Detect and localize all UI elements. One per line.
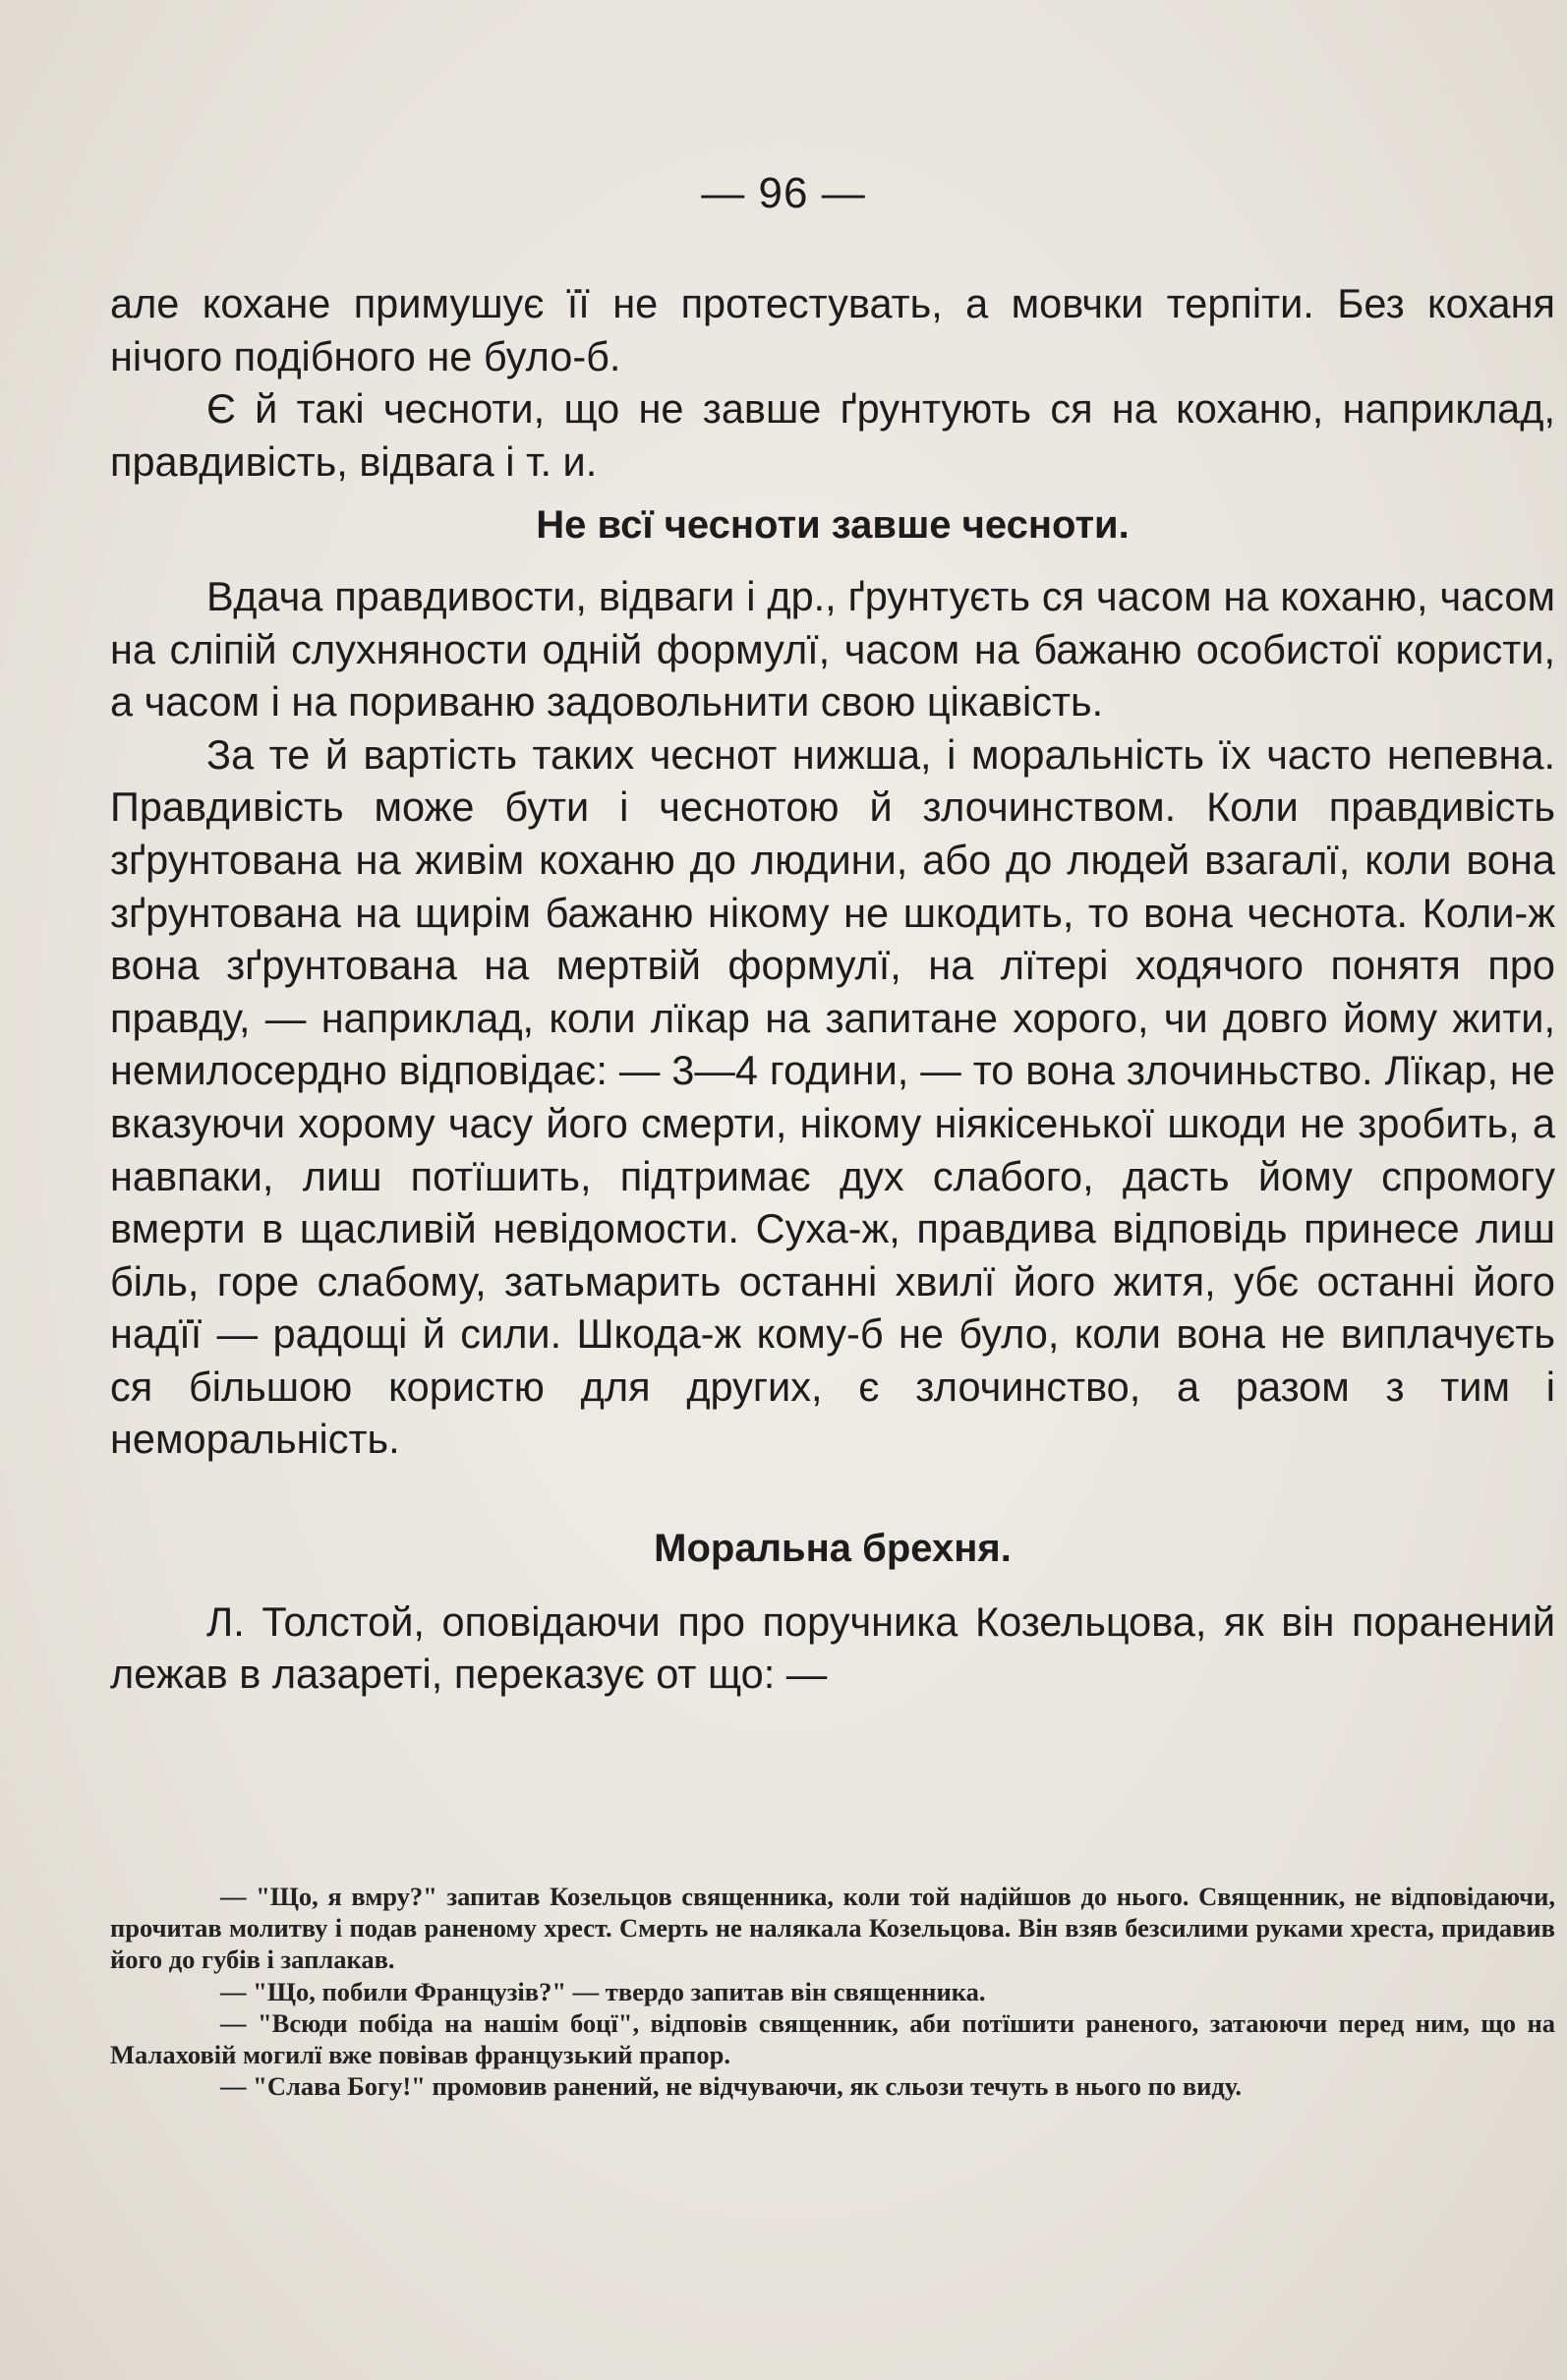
quote-paragraph: — "Що, я вмру?" запитав Козельцов священника, коли той надійшов до нього. Священник, не відповідаючи, прочитав молитву і подав раненому хрест. Смерть не налякала Козельцова. Він взяв безсилими руками хреста, придавив його до губів і заплакав. xyxy=(110,1882,1555,1975)
paragraph: Є й такі чесноти, що не завше ґрунтують ся на коханю, наприклад, правдивість, відвага і т. и. xyxy=(110,385,1555,485)
paragraph: Л. Толстой, оповідаючи про поручника Козельцова, як він поранений лежав в лазареті, переказує от що: — xyxy=(110,1597,1555,1698)
paragraph: За те й вартість таких чеснот нижша, і моральність їх часто непевна. Правдивість може бути і чеснотою й злочинством. Коли правдивість зґрунтована на живім коханю до людини, або до людей взагалї, коли вона зґрунтована на щирім бажаню нікому не шкодить, то вона чеснота. Коли-ж вона зґрунтована на мертвій формулї, на лїтері ходячого понятя про правду, — наприклад, коли лїкар на запитане хорого, чи довго йому жити, немилосердно відповідає: — 3—4 години, — то вона злочиньство. Лїкар, не вказуючи хорому часу його смерти, нікому ніякісенької шкоди не зробить, а навпаки, лиш потїшить, підтримає дух слабого, дасть йому спромогу вмерти в щасливій невідомости. Суха-ж, правдива відповідь принесе лиш біль, горе слабому, затьмарить останні хвилї його житя, убє останні його надїї — радощі й сили. Шкода-ж кому-б не було, коли вона не виплачуєть ся більшою користю для других, є злочинство, а разом з тим і неморальність. xyxy=(110,730,1555,1463)
quoted-passage xyxy=(110,1881,1555,2102)
section-heading-moral-lie: Моральна брехня. xyxy=(654,1527,1012,1571)
main-text xyxy=(110,277,1555,1701)
page-number: — 96 — xyxy=(701,169,866,217)
quote-paragraph: — "Слава Богу!" промовив ранений, не відчуваючи, як сльози течуть в нього по виду. xyxy=(220,2071,1243,2102)
quote-paragraph: — "Що, побили Французів?" — твердо запитав він священника. xyxy=(220,1976,986,2006)
paragraph: Вдача правдивости, відваги і др., ґрунтуєть ся часом на коханю, часом на сліпій слухняности одній формулї, часом на бажаню особистої користи, а часом і на пориваню задовольнити свою цікавість. xyxy=(110,572,1555,726)
paragraph-continuation: але кохане примушує її не протестувать, а мовчки терпіти. Без коханя нічого подібного не було-б. xyxy=(110,280,1555,379)
quote-paragraph: — "Всюди побіда на нашім боцї", відповів священник, аби потїшити раненого, затаюючи перед ним, що на Малаховій могилї вже повівав французький прапор. xyxy=(110,2007,1555,2070)
section-heading-virtues: Не всї чесноти завше чесноти. xyxy=(536,503,1130,548)
